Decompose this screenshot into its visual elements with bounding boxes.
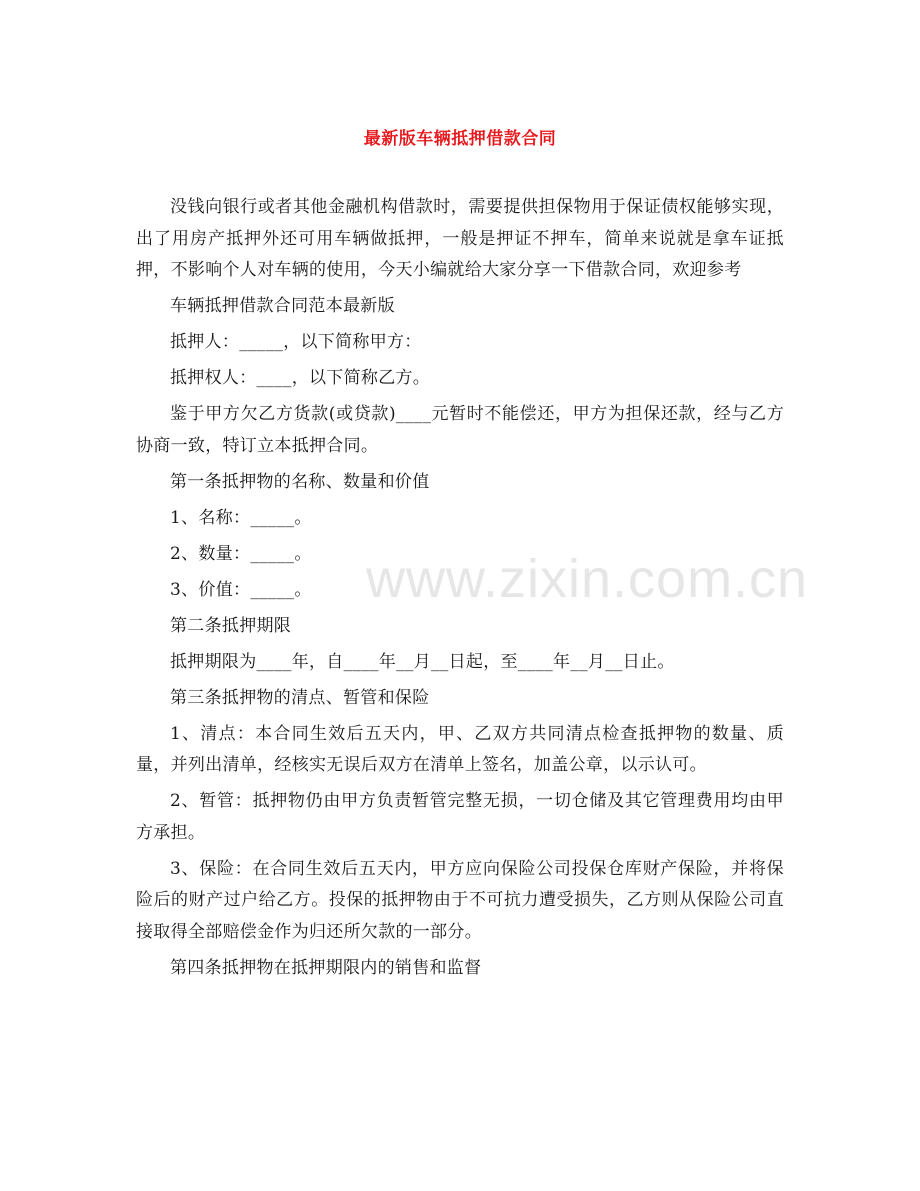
article-2-term: 抵押期限为____年，自____年__月__日起，至____年__月__日止。 <box>170 651 675 672</box>
article-2-heading: 第二条抵押期限 <box>170 615 292 636</box>
article-4-heading: 第四条抵押物在抵押期限内的销售和监督 <box>170 957 482 978</box>
article-3-item-insurance: 3、保险：在合同生效后五天内，甲方应向保险公司投保仓库财产保险，并将保险后的财产过户给乙方。投保的抵押物由于不可抗力遭受损失，乙方则从保险公司直接取得全部赔偿金作为归还所欠款的一部分。 <box>136 858 784 942</box>
paragraph-mortgagee: 抵押权人：____，以下简称乙方。 <box>170 368 431 388</box>
paragraph-intro: 没钱向银行或者其他金融机构借款时，需要提供担保物用于保证债权能够实现，出了用房产抵押外还可用车辆做抵押，一般是押证不押车，简单来说就是拿车证抵押，不影响个人对车辆的使用，今天小编就给大家分享一下借款合同，欢迎参考 <box>136 197 784 280</box>
paragraph-whereas: 鉴于甲方欠乙方货款(或贷款)____元暂时不能偿还，甲方为担保还款，经与乙方协商一致，特订立本抵押合同。 <box>136 404 784 456</box>
document-title: 最新版车辆抵押借款合同 <box>363 129 557 149</box>
article-3-heading: 第三条抵押物的清点、暂管和保险 <box>170 687 430 708</box>
paragraph-mortgagor: 抵押人：_____，以下简称甲方： <box>170 332 422 352</box>
article-3-item-custody: 2、暂管：抵押物仍由甲方负责暂管完整无损，一切仓储及其它管理费用均由甲方承担。 <box>136 791 784 843</box>
watermark-text: www.zixin.com.cn <box>366 549 809 609</box>
article-1-item-quantity: 2、数量：_____。 <box>170 543 312 564</box>
article-1-item-name: 1、名称：_____。 <box>170 507 312 528</box>
paragraph-contract-heading: 车辆抵押借款合同范本最新版 <box>170 296 395 316</box>
article-1-heading: 第一条抵押物的名称、数量和价值 <box>170 471 430 492</box>
document-body <box>136 192 784 989</box>
article-3-item-inventory: 1、清点：本合同生效后五天内，甲、乙双方共同清点检查抵押物的数量、质量，并列出清单，经核实无误后双方在清单上签名，加盖公章，以示认可。 <box>136 723 784 775</box>
article-1-item-value: 3、价值：_____。 <box>170 579 312 600</box>
